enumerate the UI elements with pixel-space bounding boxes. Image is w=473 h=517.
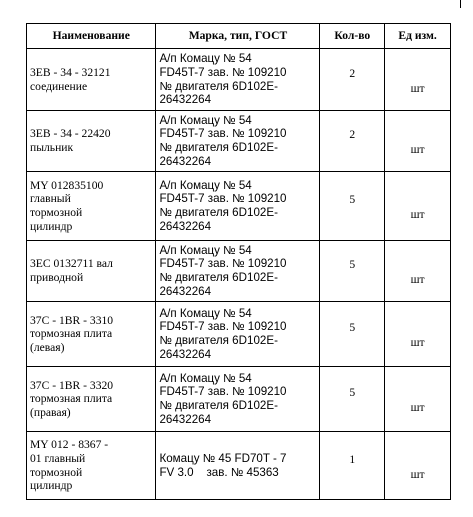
part-qty: 2 xyxy=(320,111,385,172)
part-unit: шт xyxy=(385,111,451,172)
part-brand: А/п Комацу № 54 FD45T-7 зав. № 109210 № двигателя 6D102E- 26432264 xyxy=(156,49,320,111)
part-name: 3EB - 34 - 32121 соединение xyxy=(27,49,156,111)
part-brand: Комацу № 45 FD70T - 7 FV 3.0 зав. № 45363 xyxy=(156,432,320,500)
part-unit: шт xyxy=(385,302,451,367)
part-qty: 5 xyxy=(320,367,385,432)
part-unit: шт xyxy=(385,432,451,500)
header-name: Наименование xyxy=(27,24,156,49)
table-row xyxy=(27,172,451,241)
header-row xyxy=(27,24,451,49)
part-brand: А/п Комацу № 54 FD45T-7 зав. № 109210 № двигателя 6D102E- 26432264 xyxy=(156,111,320,172)
part-qty: 2 xyxy=(320,49,385,111)
part-qty: 5 xyxy=(320,172,385,241)
part-brand: А/п Комацу № 54 FD45T-7 зав. № 109210 № двигателя 6D102E- 26432264 xyxy=(156,367,320,432)
table-row xyxy=(27,302,451,367)
part-name: 3EC 0132711 вал приводной xyxy=(27,241,156,302)
part-unit: шт xyxy=(385,367,451,432)
table-row xyxy=(27,367,451,432)
part-name: MY 012835100 главный тормозной цилиндр xyxy=(27,172,156,241)
part-name: 37C - 1BR - 3310 тормозная плита (левая) xyxy=(27,302,156,367)
part-qty: 5 xyxy=(320,241,385,302)
part-brand: А/п Комацу № 54 FD45T-7 зав. № 109210 № двигателя 6D102E- 26432264 xyxy=(156,302,320,367)
part-unit: шт xyxy=(385,241,451,302)
header-brand: Марка, тип, ГОСТ xyxy=(156,24,320,49)
table-row xyxy=(27,241,451,302)
header-qty: Кол-во xyxy=(320,24,385,49)
part-brand: А/п Комацу № 54 FD45T-7 зав. № 109210 № двигателя 6D102E- 26432264 xyxy=(156,241,320,302)
part-name: 37C - 1BR - 3320 тормозная плита (правая) xyxy=(27,367,156,432)
part-unit: шт xyxy=(385,49,451,111)
table-row xyxy=(27,432,451,500)
edge-mark xyxy=(460,0,461,8)
part-brand: А/п Комацу № 54 FD45T-7 зав. № 109210 № двигателя 6D102E- 26432264 xyxy=(156,172,320,241)
part-qty: 1 xyxy=(320,432,385,500)
part-unit: шт xyxy=(385,172,451,241)
part-name: MY 012 - 8367 - 01 главный тормозной цилиндр xyxy=(27,432,156,500)
header-unit: Ед изм. xyxy=(385,24,451,49)
table-row xyxy=(27,111,451,172)
part-qty: 5 xyxy=(320,302,385,367)
table-row xyxy=(27,49,451,111)
part-name: 3EB - 34 - 22420 пыльник xyxy=(27,111,156,172)
parts-table xyxy=(26,23,451,500)
